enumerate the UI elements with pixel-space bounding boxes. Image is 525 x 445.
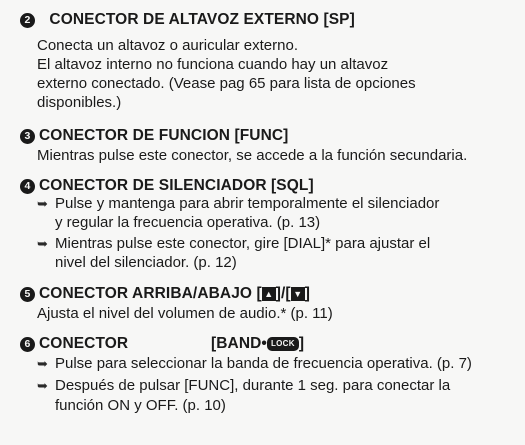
section-heading — [20, 176, 314, 195]
band-key-text: [BAND• — [211, 335, 267, 352]
heading-text-end: ] — [304, 285, 310, 302]
number-badge: 2 — [20, 13, 35, 28]
lock-badge-icon: LOCK — [267, 337, 299, 351]
bullet-line — [37, 194, 439, 213]
bullet-line — [37, 354, 472, 373]
body-line: nivel del silenciador. (p. 12) — [55, 254, 237, 271]
heading-text: CONECTOR DE SILENCIADOR [SQL] — [39, 177, 314, 194]
band-key-label — [211, 334, 304, 353]
section-heading — [20, 10, 355, 29]
arrow-bullet-icon: ➥ — [37, 196, 48, 211]
bullet-text: Después de pulsar [FUNC], durante 1 seg. para conectar la — [55, 377, 451, 394]
heading-text-mid: ]/[ — [275, 285, 291, 302]
section-heading — [20, 284, 310, 303]
body-line: disponibles.) — [37, 94, 122, 111]
body-line: Conecta un altavoz o auricular externo. — [37, 37, 298, 54]
bullet-text: Pulse y mantenga para abrir temporalmente el silenciador — [55, 195, 440, 212]
body-line: función ON y OFF. (p. 10) — [55, 397, 226, 414]
body-line: y regular la frecuencia operativa. (p. 13) — [55, 214, 321, 231]
body-line: Mientras pulse este conector, se accede a la función secundaria. — [37, 147, 468, 164]
heading-text: CONECTOR — [39, 335, 129, 352]
section-heading — [20, 126, 288, 145]
arrow-bullet-icon: ➥ — [37, 356, 48, 371]
number-badge: 5 — [20, 287, 35, 302]
body-line: El altavoz interno no funciona cuando hay un altavoz — [37, 56, 389, 73]
section-heading — [20, 334, 305, 353]
heading-text: CONECTOR DE FUNCION [FUNC] — [39, 127, 289, 144]
arrow-bullet-icon: ➥ — [37, 236, 48, 251]
arrow-bullet-icon: ➥ — [37, 378, 48, 393]
body-line: externo conectado. (Vease pag 65 para lista de opciones — [37, 75, 416, 92]
number-badge: 4 — [20, 179, 35, 194]
heading-text: CONECTOR DE ALTAVOZ EXTERNO [SP] — [49, 11, 355, 28]
bullet-text: Mientras pulse este conector, gire [DIAL]* para ajustar el — [55, 235, 431, 252]
down-arrow-icon: ▼ — [291, 287, 305, 301]
bullet-line — [37, 376, 450, 395]
body-line: Ajusta el nivel del volumen de audio.* (p. 11) — [37, 305, 333, 322]
heading-text: CONECTOR ARRIBA/ABAJO [ — [39, 285, 262, 302]
number-badge: 6 — [20, 337, 35, 352]
up-arrow-icon: ▲ — [262, 287, 276, 301]
bullet-line — [37, 234, 430, 253]
band-key-end: ] — [298, 335, 305, 352]
number-badge: 3 — [20, 129, 35, 144]
bullet-text: Pulse para seleccionar la banda de frecuencia operativa. (p. 7) — [55, 355, 472, 372]
